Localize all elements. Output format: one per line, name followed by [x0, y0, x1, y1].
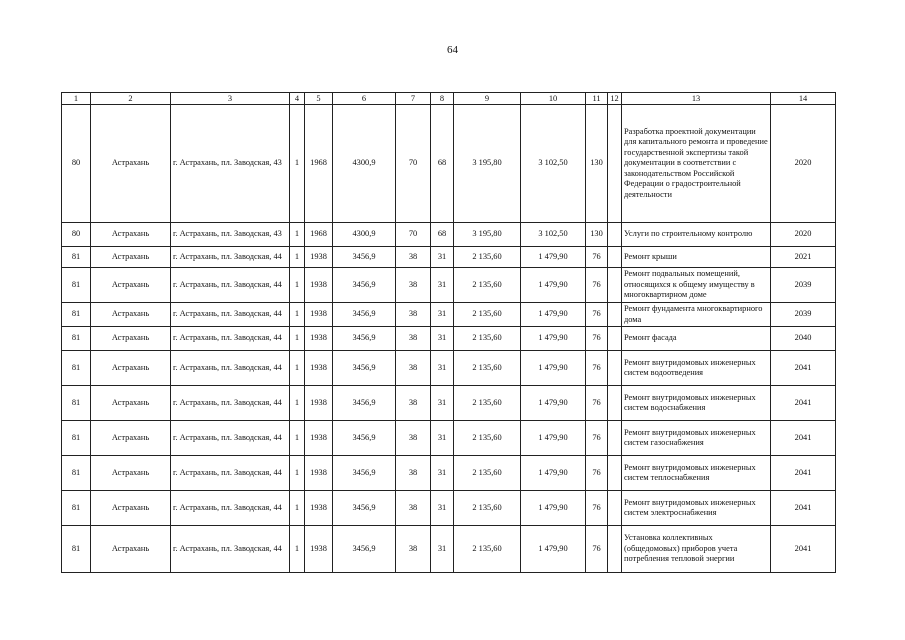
locality-cell: Астрахань [91, 386, 171, 421]
total-area-cell: 3456,9 [333, 456, 396, 491]
living-area-residential-cell: 3 102,50 [521, 105, 586, 223]
floor-count-cell: 130 [586, 223, 608, 247]
address-cell: г. Астрахань, пл. Заводская, 44 [171, 351, 290, 386]
planned-year-cell: 2020 [771, 105, 836, 223]
living-area-total-cell: 2 135,60 [454, 247, 521, 268]
reserved-cell [608, 247, 622, 268]
address-cell: г. Астрахань, пл. Заводская, 44 [171, 303, 290, 327]
residents-count-cell: 31 [431, 303, 454, 327]
address-cell: г. Астрахань, пл. Заводская, 44 [171, 268, 290, 303]
build-year-cell: 1938 [305, 327, 333, 351]
table-row [62, 223, 836, 247]
total-area-cell: 3456,9 [333, 491, 396, 526]
planned-year-cell: 2020 [771, 223, 836, 247]
living-area-total-cell: 2 135,60 [454, 421, 521, 456]
apartments-count-cell: 70 [396, 105, 431, 223]
work-type-cell: Установка коллективных (общедомовых) приборов учета потребления тепловой энергии [622, 526, 771, 573]
living-area-total-cell: 2 135,60 [454, 456, 521, 491]
locality-cell: Астрахань [91, 491, 171, 526]
address-cell: г. Астрахань, пл. Заводская, 44 [171, 327, 290, 351]
build-year-cell: 1938 [305, 386, 333, 421]
building-count-cell: 1 [290, 223, 305, 247]
build-year-cell: 1968 [305, 105, 333, 223]
living-area-total-cell: 2 135,60 [454, 386, 521, 421]
work-type-cell: Ремонт внутридомовых инженерных систем водоотведения [622, 351, 771, 386]
table-row [62, 386, 836, 421]
row-number-cell: 81 [62, 526, 91, 573]
living-area-total-cell: 2 135,60 [454, 327, 521, 351]
column-number-header: 5 [305, 93, 333, 105]
living-area-total-cell: 2 135,60 [454, 526, 521, 573]
apartments-count-cell: 38 [396, 456, 431, 491]
planned-year-cell: 2039 [771, 268, 836, 303]
work-type-cell: Ремонт крыши [622, 247, 771, 268]
planned-year-cell: 2021 [771, 247, 836, 268]
table-row [62, 247, 836, 268]
planned-year-cell: 2040 [771, 327, 836, 351]
planned-year-cell: 2039 [771, 303, 836, 327]
planned-year-cell: 2041 [771, 526, 836, 573]
planned-year-cell: 2041 [771, 456, 836, 491]
reserved-cell [608, 268, 622, 303]
residents-count-cell: 31 [431, 386, 454, 421]
building-count-cell: 1 [290, 105, 305, 223]
building-count-cell: 1 [290, 303, 305, 327]
building-count-cell: 1 [290, 526, 305, 573]
building-count-cell: 1 [290, 456, 305, 491]
building-count-cell: 1 [290, 351, 305, 386]
address-cell: г. Астрахань, пл. Заводская, 44 [171, 526, 290, 573]
build-year-cell: 1968 [305, 223, 333, 247]
residents-count-cell: 31 [431, 327, 454, 351]
floor-count-cell: 76 [586, 351, 608, 386]
column-number-header: 11 [586, 93, 608, 105]
living-area-residential-cell: 1 479,90 [521, 268, 586, 303]
row-number-cell: 81 [62, 247, 91, 268]
building-count-cell: 1 [290, 268, 305, 303]
residents-count-cell: 31 [431, 351, 454, 386]
column-number-header: 4 [290, 93, 305, 105]
floor-count-cell: 76 [586, 456, 608, 491]
living-area-residential-cell: 1 479,90 [521, 386, 586, 421]
address-cell: г. Астрахань, пл. Заводская, 43 [171, 105, 290, 223]
column-number-header: 12 [608, 93, 622, 105]
reserved-cell [608, 327, 622, 351]
work-type-cell: Ремонт внутридомовых инженерных систем электроснабжения [622, 491, 771, 526]
column-number-header: 3 [171, 93, 290, 105]
capital-repair-table [61, 92, 836, 573]
build-year-cell: 1938 [305, 491, 333, 526]
floor-count-cell: 76 [586, 268, 608, 303]
living-area-residential-cell: 1 479,90 [521, 247, 586, 268]
locality-cell: Астрахань [91, 268, 171, 303]
floor-count-cell: 76 [586, 386, 608, 421]
building-count-cell: 1 [290, 386, 305, 421]
work-type-cell: Ремонт фасада [622, 327, 771, 351]
row-number-cell: 81 [62, 386, 91, 421]
table-row [62, 491, 836, 526]
work-type-cell: Ремонт внутридомовых инженерных систем теплоснабжения [622, 456, 771, 491]
row-number-cell: 81 [62, 421, 91, 456]
apartments-count-cell: 38 [396, 491, 431, 526]
living-area-residential-cell: 1 479,90 [521, 491, 586, 526]
work-type-cell: Услуги по строительному контролю [622, 223, 771, 247]
building-count-cell: 1 [290, 491, 305, 526]
total-area-cell: 4300,9 [333, 223, 396, 247]
residents-count-cell: 31 [431, 421, 454, 456]
column-number-header: 9 [454, 93, 521, 105]
build-year-cell: 1938 [305, 303, 333, 327]
column-number-header: 13 [622, 93, 771, 105]
living-area-total-cell: 2 135,60 [454, 303, 521, 327]
work-type-cell: Ремонт внутридомовых инженерных систем газоснабжения [622, 421, 771, 456]
living-area-total-cell: 3 195,80 [454, 223, 521, 247]
locality-cell: Астрахань [91, 327, 171, 351]
floor-count-cell: 76 [586, 303, 608, 327]
living-area-residential-cell: 1 479,90 [521, 303, 586, 327]
locality-cell: Астрахань [91, 303, 171, 327]
apartments-count-cell: 38 [396, 247, 431, 268]
reserved-cell [608, 491, 622, 526]
apartments-count-cell: 38 [396, 386, 431, 421]
column-number-header: 1 [62, 93, 91, 105]
table-row [62, 456, 836, 491]
page-number: 64 [447, 44, 458, 56]
locality-cell: Астрахань [91, 421, 171, 456]
building-count-cell: 1 [290, 421, 305, 456]
row-number-cell: 80 [62, 223, 91, 247]
total-area-cell: 3456,9 [333, 421, 396, 456]
row-number-cell: 81 [62, 456, 91, 491]
residents-count-cell: 31 [431, 247, 454, 268]
reserved-cell [608, 223, 622, 247]
floor-count-cell: 76 [586, 421, 608, 456]
floor-count-cell: 76 [586, 247, 608, 268]
apartments-count-cell: 70 [396, 223, 431, 247]
residents-count-cell: 31 [431, 526, 454, 573]
total-area-cell: 3456,9 [333, 268, 396, 303]
address-cell: г. Астрахань, пл. Заводская, 44 [171, 491, 290, 526]
reserved-cell [608, 456, 622, 491]
apartments-count-cell: 38 [396, 421, 431, 456]
apartments-count-cell: 38 [396, 351, 431, 386]
total-area-cell: 3456,9 [333, 247, 396, 268]
floor-count-cell: 130 [586, 105, 608, 223]
residents-count-cell: 68 [431, 105, 454, 223]
planned-year-cell: 2041 [771, 386, 836, 421]
reserved-cell [608, 105, 622, 223]
column-number-header: 8 [431, 93, 454, 105]
locality-cell: Астрахань [91, 223, 171, 247]
living-area-total-cell: 2 135,60 [454, 268, 521, 303]
living-area-total-cell: 2 135,60 [454, 491, 521, 526]
row-number-cell: 80 [62, 105, 91, 223]
work-type-cell: Ремонт внутридомовых инженерных систем водоснабжения [622, 386, 771, 421]
row-number-cell: 81 [62, 303, 91, 327]
address-cell: г. Астрахань, пл. Заводская, 44 [171, 386, 290, 421]
build-year-cell: 1938 [305, 456, 333, 491]
residents-count-cell: 31 [431, 268, 454, 303]
reserved-cell [608, 421, 622, 456]
build-year-cell: 1938 [305, 421, 333, 456]
build-year-cell: 1938 [305, 526, 333, 573]
address-cell: г. Астрахань, пл. Заводская, 43 [171, 223, 290, 247]
table-row [62, 351, 836, 386]
residents-count-cell: 31 [431, 491, 454, 526]
building-count-cell: 1 [290, 327, 305, 351]
planned-year-cell: 2041 [771, 491, 836, 526]
build-year-cell: 1938 [305, 247, 333, 268]
reserved-cell [608, 351, 622, 386]
living-area-residential-cell: 1 479,90 [521, 351, 586, 386]
reserved-cell [608, 526, 622, 573]
table-row [62, 421, 836, 456]
work-type-cell: Ремонт фундамента многоквартирного дома [622, 303, 771, 327]
reserved-cell [608, 303, 622, 327]
locality-cell: Астрахань [91, 456, 171, 491]
address-cell: г. Астрахань, пл. Заводская, 44 [171, 456, 290, 491]
apartments-count-cell: 38 [396, 327, 431, 351]
row-number-cell: 81 [62, 491, 91, 526]
row-number-cell: 81 [62, 351, 91, 386]
residents-count-cell: 31 [431, 456, 454, 491]
locality-cell: Астрахань [91, 351, 171, 386]
table-row [62, 268, 836, 303]
apartments-count-cell: 38 [396, 268, 431, 303]
living-area-total-cell: 2 135,60 [454, 351, 521, 386]
build-year-cell: 1938 [305, 268, 333, 303]
total-area-cell: 3456,9 [333, 526, 396, 573]
living-area-residential-cell: 1 479,90 [521, 526, 586, 573]
column-number-header: 7 [396, 93, 431, 105]
planned-year-cell: 2041 [771, 421, 836, 456]
living-area-residential-cell: 3 102,50 [521, 223, 586, 247]
floor-count-cell: 76 [586, 327, 608, 351]
address-cell: г. Астрахань, пл. Заводская, 44 [171, 247, 290, 268]
table-row [62, 526, 836, 573]
living-area-total-cell: 3 195,80 [454, 105, 521, 223]
locality-cell: Астрахань [91, 105, 171, 223]
work-type-cell: Ремонт подвальных помещений, относящихся к общему имуществу в многоквартирном доме [622, 268, 771, 303]
total-area-cell: 3456,9 [333, 351, 396, 386]
building-count-cell: 1 [290, 247, 305, 268]
residents-count-cell: 68 [431, 223, 454, 247]
build-year-cell: 1938 [305, 351, 333, 386]
apartments-count-cell: 38 [396, 303, 431, 327]
row-number-cell: 81 [62, 327, 91, 351]
table-row [62, 327, 836, 351]
column-number-header: 10 [521, 93, 586, 105]
floor-count-cell: 76 [586, 526, 608, 573]
floor-count-cell: 76 [586, 491, 608, 526]
column-number-header: 14 [771, 93, 836, 105]
apartments-count-cell: 38 [396, 526, 431, 573]
locality-cell: Астрахань [91, 247, 171, 268]
table-row [62, 303, 836, 327]
living-area-residential-cell: 1 479,90 [521, 421, 586, 456]
work-type-cell: Разработка проектной документации для капитального ремонта и проведение государственной экспертизы такой документации в соответствии с законодательством Российской Федерации о градостроительной деятельности [622, 105, 771, 223]
planned-year-cell: 2041 [771, 351, 836, 386]
column-number-header: 6 [333, 93, 396, 105]
address-cell: г. Астрахань, пл. Заводская, 44 [171, 421, 290, 456]
total-area-cell: 4300,9 [333, 105, 396, 223]
total-area-cell: 3456,9 [333, 303, 396, 327]
column-number-row [62, 93, 836, 105]
reserved-cell [608, 386, 622, 421]
living-area-residential-cell: 1 479,90 [521, 327, 586, 351]
table-row [62, 105, 836, 223]
locality-cell: Астрахань [91, 526, 171, 573]
table-body [62, 105, 836, 573]
living-area-residential-cell: 1 479,90 [521, 456, 586, 491]
total-area-cell: 3456,9 [333, 327, 396, 351]
column-number-header: 2 [91, 93, 171, 105]
total-area-cell: 3456,9 [333, 386, 396, 421]
row-number-cell: 81 [62, 268, 91, 303]
